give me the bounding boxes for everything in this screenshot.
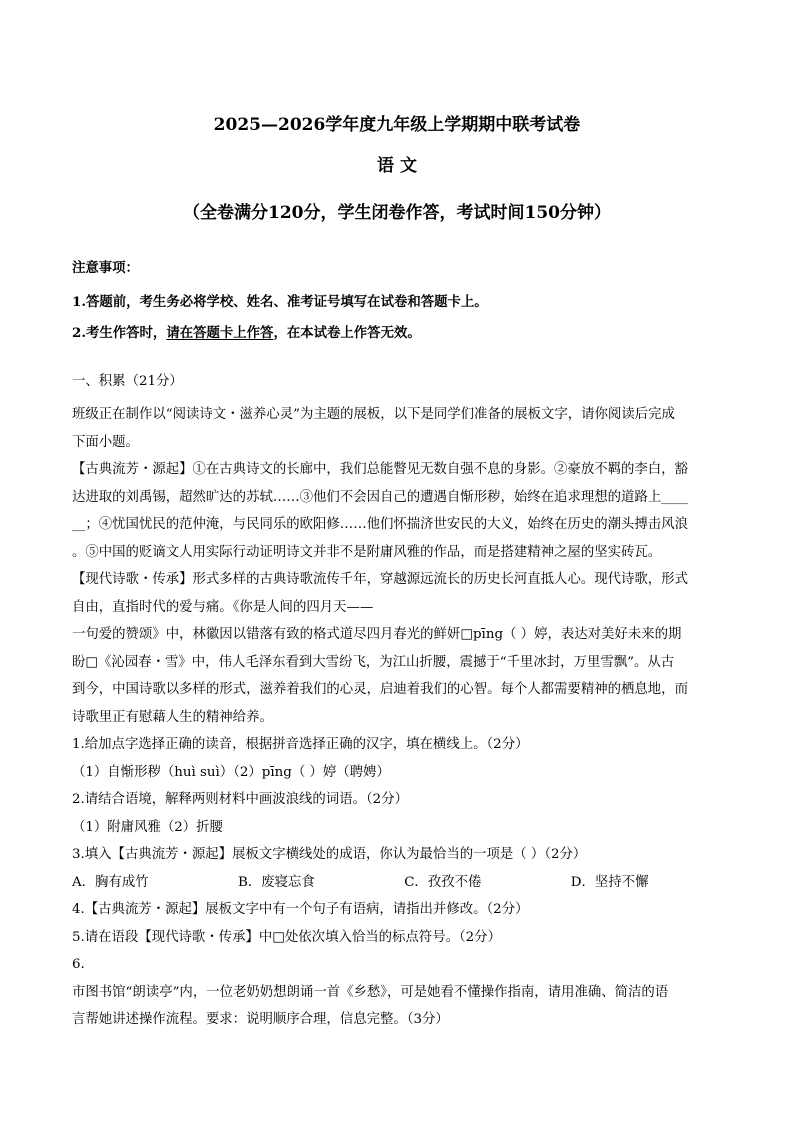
body-line: 下面小题。 <box>72 434 139 450</box>
section-title: 一、积累（21分） <box>72 374 183 389</box>
body-line: 【现代诗歌・传承】形式多样的古典诗歌流传千年，穿越源远流长的历史长河直抵人心。现代诗歌，形式 <box>72 572 688 587</box>
body-line: 一句爱的赞颂》中，林徽因以错落有致的格式道尽四月春光的鲜妍□pīng（ ）婷，表达对美好未来的期 <box>72 627 682 642</box>
question-6-number: 6. <box>72 957 85 972</box>
body-line: 班级正在制作以“阅读诗文・滋养心灵”为主题的展板，以下是同学们准备的展板文字，请你阅读后完成 <box>72 407 675 422</box>
body-line: 【古典流芳・源起】①在古典诗文的长廊中，我们总能瞥见无数自强不息的身影。②豪放不羁的李白，豁 <box>72 462 688 477</box>
notice-item-2-underlined: 请在答题卡上作答 <box>166 325 274 341</box>
question-6-text: 市图书馆“朗读亭”内，一位老奶奶想朗诵一首《乡愁》，可是她看不懂操作指南，请用准确、简洁的语 <box>72 984 669 1000</box>
notice-item-2-suffix: ，在本试卷上作答无效。 <box>273 325 421 341</box>
question-2: 2.请结合语境，解释两则材料中画波浪线的词语。（2分） <box>72 792 408 807</box>
question-2-items: （1）附庸风雅（2）折腰 <box>72 819 223 835</box>
body-line: 。⑤中国的贬谪文人用实际行动证明诗文并非不是附庸风雅的作品，而是搭建精神之屋的坚实砖瓦。 <box>72 544 662 560</box>
notice-item-2 <box>72 323 732 343</box>
exam-title: 2025—2026学年度九年级上学期期中联考试卷 <box>213 115 581 135</box>
question-5: 5.请在语段【现代诗歌・传承】中□处依次填入恰当的标点符号。（2分） <box>72 929 501 945</box>
body-line: __；④忧国忧民的范仲淹，与民同乐的欧阳修……他们怀揣济世安民的大义，始终在历史的潮头搏击风浪 <box>72 517 688 532</box>
body-line: 诗歌里正有慰藉人生的精神给养。 <box>72 709 273 725</box>
body-line: 自由，直指时代的爱与痛。《你是人间的四月天—— <box>72 599 374 615</box>
question-4: 4.【古典流芳・源起】展板文字中有一个句子有语病，请指出并修改。（2分） <box>72 902 529 917</box>
question-6-text: 言帮她讲述操作流程。要求：说明顺序合理，信息完整。（3分） <box>72 1012 449 1027</box>
question-1: 1.给加点字选择正确的读音，根据拼音选择正确的汉字，填在横线上。（2分） <box>72 737 529 752</box>
question-1-items: （1）自惭形秽（huì suì）（2）pīng（ ）婷（聘娉） <box>72 764 390 780</box>
notice-title: 注意事项： <box>72 260 139 276</box>
question-3-options: A．胸有成竹 B．废寝忘食 C．孜孜不倦 D．坚持不懈 <box>72 874 649 890</box>
section-body <box>72 401 732 1034</box>
subject-title: 语 文 <box>377 156 417 176</box>
question-3: 3.填入【古典流芳・源起】展板文字横线处的成语，你认为最恰当的一项是（ ）（2分） <box>72 847 587 862</box>
notice-item-2-prefix: 2.考生作答时， <box>72 325 167 341</box>
body-line: 盼□《沁园春・雪》中，伟人毛泽东看到大雪纷飞，为江山折腰，震撼于“千里冰封，万里雪飘”。从古 <box>72 654 675 670</box>
body-line: 达进取的刘禹锡，超然旷达的苏轼……③他们不会因自己的遭遇自惭形秽，始终在追求理想的道路上____ <box>72 489 688 505</box>
exam-info: （全卷满分120分，学生闭卷作答，考试时间150分钟） <box>183 203 611 223</box>
body-line: 到今，中国诗歌以多样的形式，滋养着我们的心灵，启迪着我们的心智。每个人都需要精神的栖息地，而 <box>72 682 688 697</box>
notice-item-1: 1.答题前，考生务必将学校、姓名、准考证号填写在试卷和答题卡上。 <box>72 294 488 310</box>
